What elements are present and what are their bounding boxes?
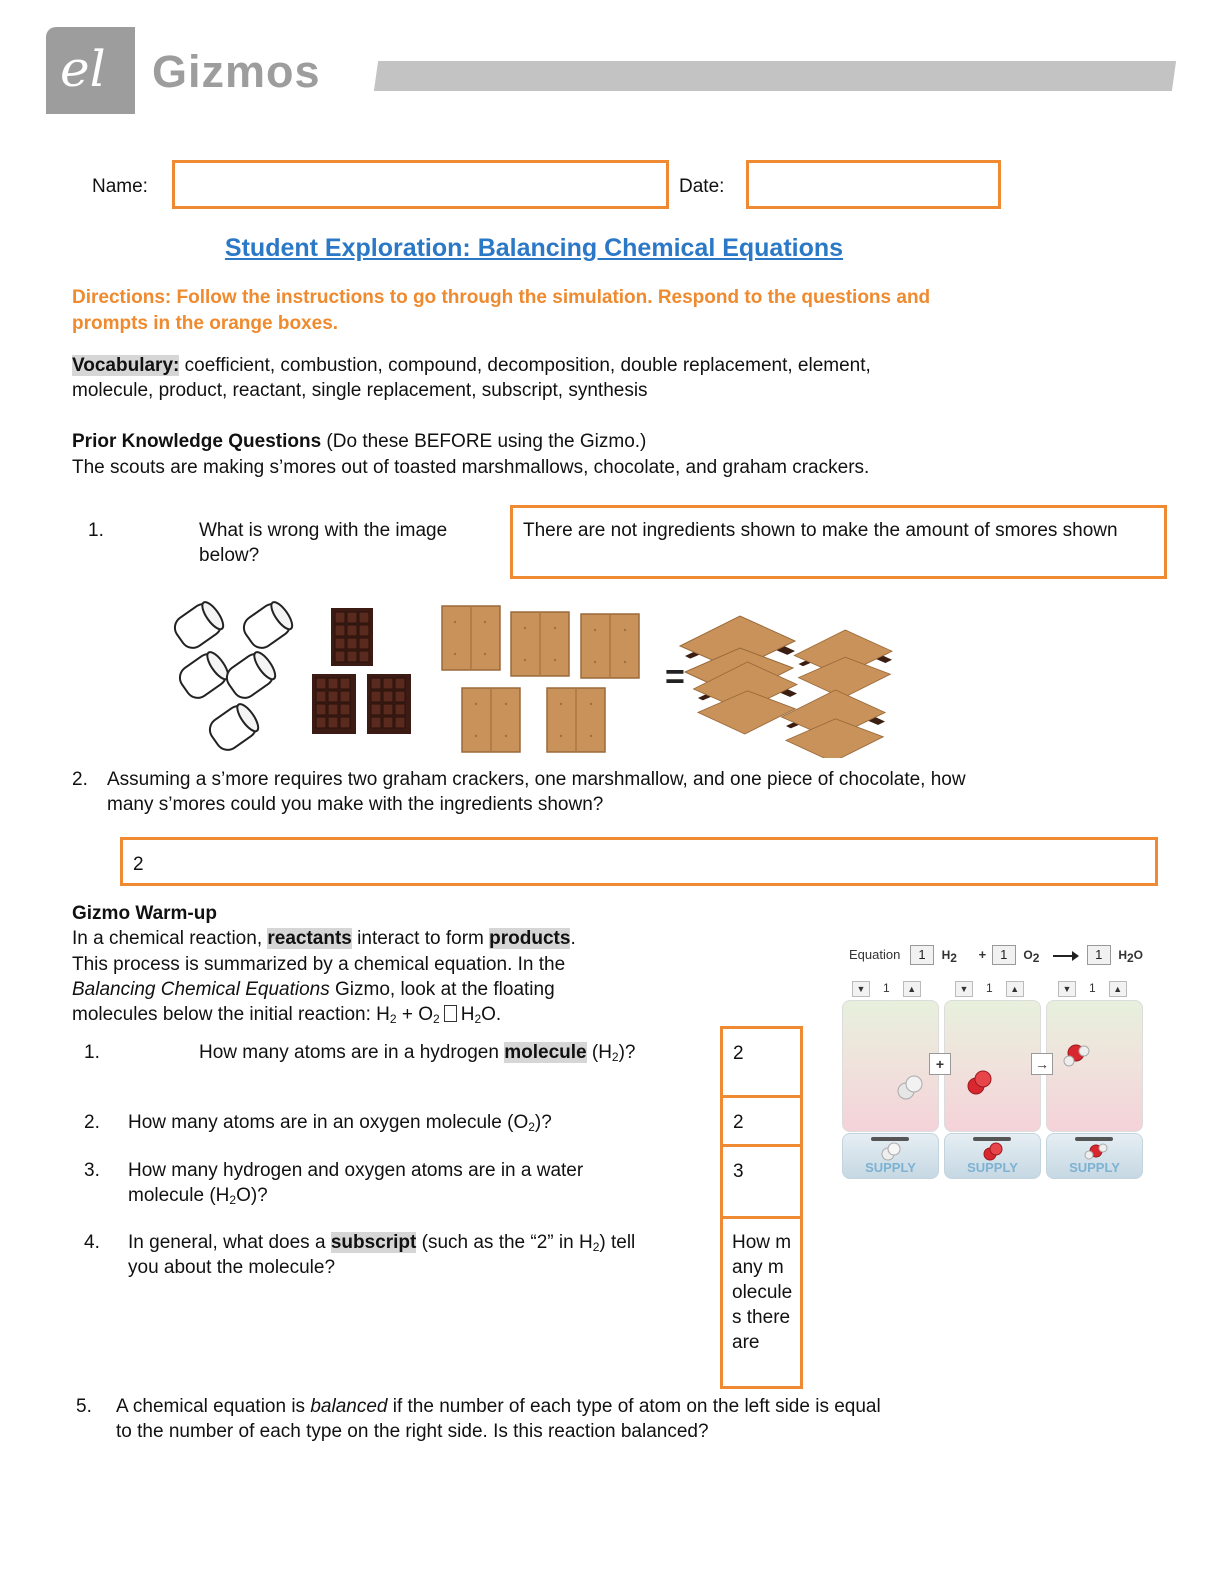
water-molecule-icon xyxy=(1047,1001,1142,1131)
name-field[interactable] xyxy=(172,160,669,209)
wq1-number: 1. xyxy=(84,1042,100,1063)
oxygen-supply-icon xyxy=(981,1142,1005,1162)
coefficient-h2o[interactable]: 1 xyxy=(1087,945,1111,965)
wq1-answer-box[interactable] xyxy=(720,1026,803,1098)
vocabulary-label: Vocabulary: xyxy=(72,355,180,376)
warmup-para-line-2: This process is summarized by a chemical equation. In the xyxy=(72,954,566,975)
vocabulary-line-1: Vocabulary: coefficient, combustion, compound, decomposition, double replacement, element, xyxy=(72,355,871,376)
increment-button[interactable]: ▲ xyxy=(903,981,921,997)
supply-slot xyxy=(973,1137,1011,1141)
wq1-answer: 2 xyxy=(733,1043,744,1064)
stepper-3: ▼ 1 ▲ xyxy=(1058,981,1127,997)
plus-sign: + xyxy=(978,947,987,962)
decrement-button[interactable]: ▼ xyxy=(1058,981,1076,997)
coefficient-h2[interactable]: 1 xyxy=(910,945,934,965)
wq5-number: 5. xyxy=(76,1396,92,1417)
directions: Directions: Follow the instructions to go through the simulation. Respond to the questions and prompts in the orange boxes. xyxy=(72,287,931,334)
supply-bin-o2[interactable] xyxy=(944,1133,1041,1179)
reactant-tray-o2 xyxy=(944,1000,1041,1132)
water-supply-icon xyxy=(1083,1140,1109,1162)
missing-arrow-glyph-icon xyxy=(444,1005,457,1022)
wq3-answer-box[interactable] xyxy=(720,1144,803,1219)
increment-button[interactable]: ▲ xyxy=(1109,981,1127,997)
product-tray-h2o xyxy=(1046,1000,1143,1132)
reactant-tray-h2 xyxy=(842,1000,939,1132)
vocabulary-line-2: molecule, product, reactant, single replacement, subscript, synthesis xyxy=(72,380,648,401)
wq3-answer: 3 xyxy=(733,1161,744,1182)
wq2-number: 2. xyxy=(84,1112,100,1133)
q2-number: 2. xyxy=(72,769,88,790)
hydrogen-supply-icon xyxy=(879,1142,903,1162)
q1-answer: There are not ingredients shown to make the amount of smores shown xyxy=(523,520,1118,541)
equation-row: Equation 1 $H_2 + 1$ $O_2$ 1 $H_2O$ xyxy=(849,947,1144,965)
decrement-button[interactable]: ▼ xyxy=(852,981,870,997)
increment-button[interactable]: ▲ xyxy=(1006,981,1024,997)
equation-label: Equation xyxy=(849,947,901,962)
supply-bin-h2o[interactable] xyxy=(1046,1133,1143,1179)
wq5-text: A chemical equation is balanced if the number of each type of atom on the left side is equal to the number of each type on the right side. Is this reaction balanced? xyxy=(116,1396,881,1442)
marshmallow-icon xyxy=(170,598,296,754)
wq4-answer-box[interactable] xyxy=(720,1216,803,1389)
hydrogen-molecule-icon xyxy=(843,1001,938,1131)
wq4-text: In general, what does a subscript (such as the “2” in $H_2$) tell you about the molecule? xyxy=(128,1232,636,1278)
chocolate-icon xyxy=(312,608,411,734)
smores-equation-image xyxy=(165,598,900,758)
warmup-para-line-1: In a chemical reaction, reactants interact to form products. xyxy=(72,928,576,949)
prior-knowledge-heading: Prior Knowledge Questions (Do these BEFORE using the Gizmo.) xyxy=(72,431,647,452)
decrement-button[interactable]: ▼ xyxy=(955,981,973,997)
q2-answer-box[interactable] xyxy=(120,837,1158,886)
warmup-para-line-4: molecules below the initial reaction: $H_2 + O_2$ $H_2O$. xyxy=(72,1004,502,1026)
wq3-number: 3. xyxy=(84,1160,100,1181)
supply-label: SUPPLY xyxy=(1069,1160,1120,1175)
supply-bin-h2[interactable] xyxy=(842,1133,939,1179)
q1-number: 1. xyxy=(88,520,104,541)
date-label: Date: xyxy=(679,176,725,197)
prior-knowledge-intro: The scouts are making s’mores out of toasted marshmallows, chocolate, and graham crackers. xyxy=(72,457,870,478)
coefficient-o2[interactable]: 1 xyxy=(992,945,1016,965)
wq4-number: 4. xyxy=(84,1232,100,1253)
q1-text: What is wrong with the image below? xyxy=(199,520,448,566)
wq1-text: How many atoms are in a hydrogen molecule $(H_2)$? xyxy=(199,1042,636,1064)
wq2-answer-box[interactable] xyxy=(720,1095,803,1147)
explore-learning-logo-icon: el xyxy=(60,40,106,98)
smore-icon xyxy=(680,616,892,758)
plus-operator-box: + xyxy=(929,1053,951,1075)
stepper-1: ▼ 1 ▲ xyxy=(852,981,921,997)
name-label: Name: xyxy=(92,176,148,197)
wq3-text: How many hydrogen and oxygen atoms are in a water molecule $(H_2O)$? xyxy=(128,1160,584,1207)
gizmos-logo-box xyxy=(46,27,135,114)
supply-label: SUPPLY xyxy=(967,1160,1018,1175)
stepper-2: ▼ 1 ▲ xyxy=(955,981,1024,997)
wq2-answer: 2 xyxy=(733,1112,744,1133)
arrow-operator-box: → xyxy=(1031,1053,1053,1075)
oxygen-molecule-icon xyxy=(945,1001,1040,1131)
warmup-heading: Gizmo Warm-up xyxy=(72,903,217,924)
date-field[interactable] xyxy=(746,160,1001,209)
q1-answer-box[interactable] xyxy=(510,505,1167,579)
q2-text: Assuming a s’more requires two graham crackers, one marshmallow, and one piece of chocolate, how many s’mores could you make with the ingredients shown? xyxy=(107,769,966,815)
wq2-text: How many atoms are in an oxygen molecule $(O_2)$? xyxy=(128,1112,552,1134)
gizmos-logo-text: Gizmos xyxy=(152,46,321,97)
page-title: Student Exploration: Balancing Chemical Equations xyxy=(224,234,844,262)
wq4-answer: How many molecules there are xyxy=(732,1232,793,1353)
header-bar xyxy=(374,61,1176,91)
supply-label: SUPPLY xyxy=(865,1160,916,1175)
warmup-para-line-3: Balancing Chemical Equations Gizmo, look at the floating xyxy=(72,979,555,1000)
supply-slot xyxy=(871,1137,909,1141)
reaction-arrow-icon xyxy=(1053,955,1077,957)
equals-sign: = xyxy=(665,658,685,696)
graham-cracker-icon xyxy=(442,606,639,752)
q2-answer: 2 xyxy=(133,854,144,875)
